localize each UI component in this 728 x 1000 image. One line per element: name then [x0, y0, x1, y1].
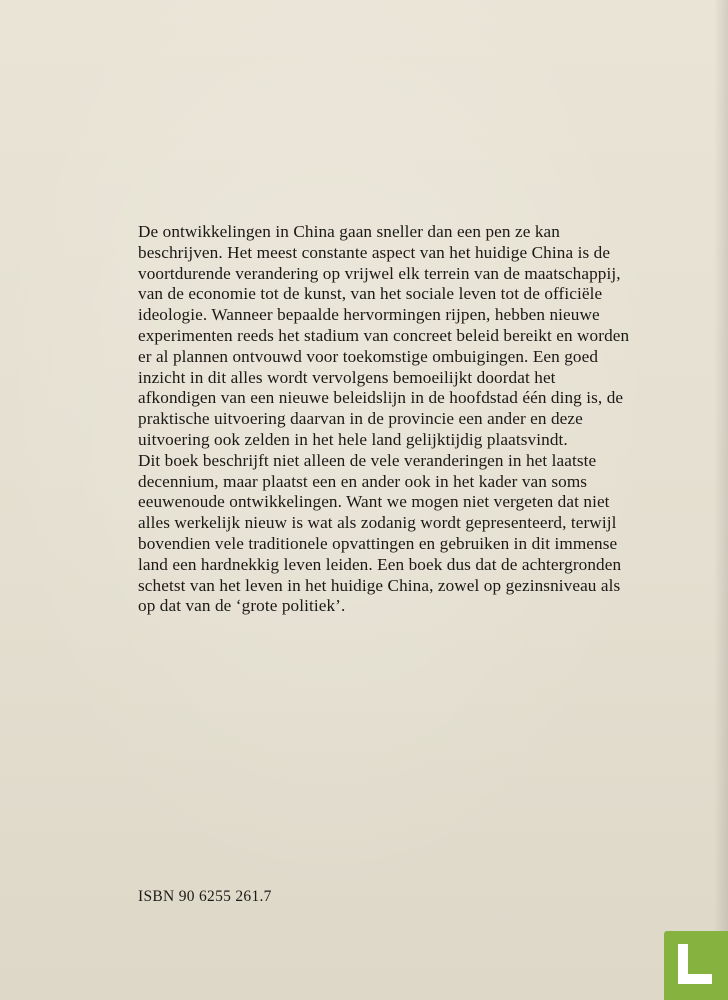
blurb-line: afkondigen van een nieuwe beleidslijn in de hoofdstad één ding is, de	[138, 388, 624, 408]
blurb-line: op dat van de ‘grote politiek’.	[138, 596, 346, 616]
blurb-line: alles werkelijk nieuw is wat als zodanig wordt gepresenteerd, terwijl	[138, 513, 617, 533]
blurb-text	[138, 222, 686, 617]
blurb-line: bovendien vele traditionele opvattingen en gebruiken in dit immense	[138, 533, 618, 553]
blurb-line: inzicht in dit alles wordt vervolgens bemoeilijkt doordat het	[138, 367, 556, 387]
blurb-line: van de economie tot de kunst, van het sociale leven tot de officiële	[138, 284, 603, 304]
blurb-line: schetst van het leven in het huidige China, zowel op gezinsniveau als	[138, 575, 621, 595]
blurb-line: Dit boek beschrijft niet alleen de vele veranderingen in het laatste	[138, 450, 597, 470]
blurb-line: ideologie. Wanneer bepaalde hervormingen rijpen, hebben nieuwe	[138, 305, 600, 325]
logo-stroke-horizontal	[678, 974, 712, 984]
blurb-line: experimenten reeds het stadium van concreet beleid bereikt en worden	[138, 325, 630, 345]
blurb-line: praktische uitvoering daarvan in de provincie een ander en deze	[138, 409, 583, 429]
blurb-line: er al plannen ontvouwd voor toekomstige ombuigingen. Een goed	[138, 346, 599, 366]
blurb-line: De ontwikkelingen in China gaan sneller dan een pen ze kan	[138, 222, 560, 241]
blurb-line: decennium, maar plaatst een en ander ook in het kader van soms	[138, 471, 588, 491]
catalog-sticker	[664, 931, 728, 1000]
blurb-line: uitvoering ook zelden in het hele land gelijktijdig plaatsvindt.	[138, 429, 568, 449]
isbn-number: ISBN 90 6255 261.7	[138, 888, 272, 905]
blurb-line: voortdurende verandering op vrijwel elk terrein van de maatschappij,	[138, 263, 621, 283]
blurb-line: eeuwenoude ontwikkelingen. Want we mogen niet vergeten dat niet	[138, 492, 610, 512]
blurb-line: land een hardnekkig leven leiden. Een boek dus dat de achtergronden	[138, 554, 622, 574]
page-edge-shadow	[714, 0, 728, 1000]
blurb-line: beschrijven. Het meest constante aspect van het huidige China is de	[138, 242, 611, 262]
